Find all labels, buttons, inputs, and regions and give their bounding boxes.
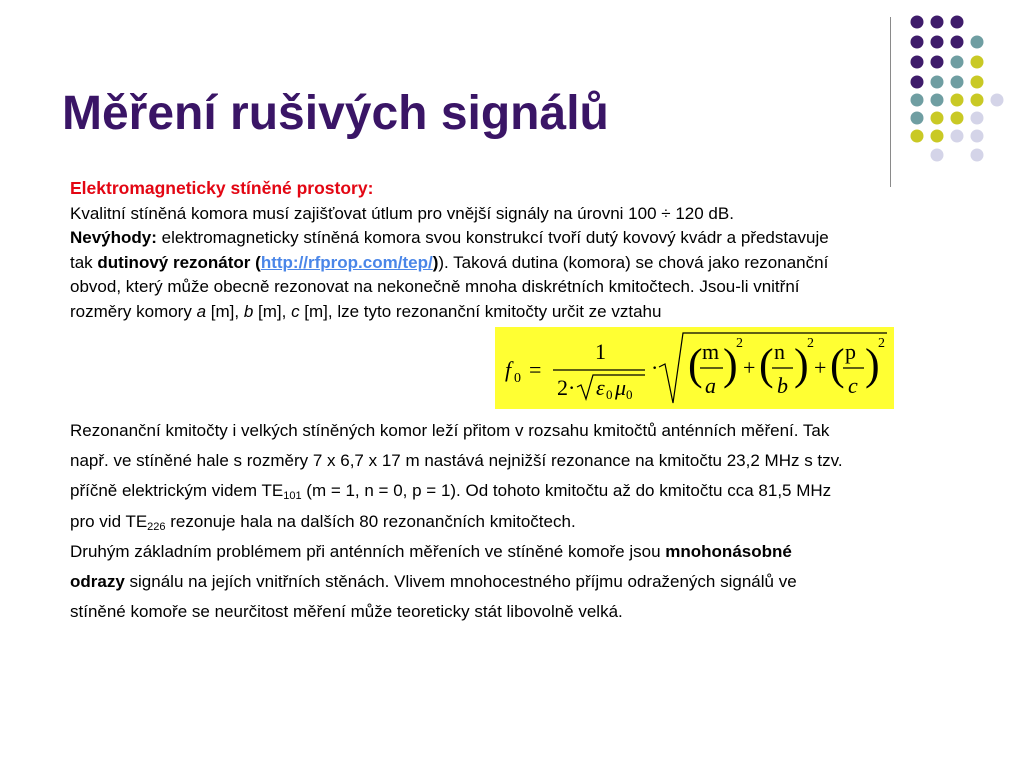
te-mode-text-b: (m = 1, n = 0, p = 1). Od tohoto kmitočtu až do kmitočtu cca 81,5 MHz	[301, 481, 832, 501]
resonance-line4	[70, 507, 1000, 537]
te-mode-text: příčně elektrickým videm TE	[70, 481, 284, 501]
paragraph-attenuation: Kvalitní stíněná komora musí zajišťovat útlum pro vnější signály na úrovni 100 ÷ 120 dB.	[70, 203, 734, 223]
formula-n-num: n	[774, 339, 785, 364]
formula-plus-1: +	[743, 355, 756, 380]
paragraph-drawbacks-line2: tak dutinový rezonátor (http://rfprop.com/tep/)). Taková dutina (komora) se chová jako rezonanční	[70, 252, 829, 272]
formula-lhs-sub: 0	[514, 371, 521, 386]
paragraph-drawbacks-line3: obvod, který může obecně rezonovat na nekonečně mnoha diskrétních kmitočtech. Jsou-li vnitřní	[70, 277, 800, 297]
paren-n-right: )	[794, 340, 809, 389]
var-b: b	[243, 301, 254, 321]
formula-n-den: b	[777, 373, 788, 398]
te226-text: pro vid TE	[70, 511, 148, 531]
formula-exp-m: 2	[736, 336, 743, 351]
formula-mu-sub: 0	[626, 387, 633, 402]
cavity-resonator-term: dutinový rezonátor (	[97, 252, 261, 272]
paren-m-right: )	[723, 340, 738, 389]
paren-n-left: (	[759, 340, 774, 389]
text-block-resonance	[70, 416, 1000, 627]
formula-lhs: f	[505, 357, 512, 382]
section-heading: Elektromagneticky stíněné prostory:	[70, 178, 374, 198]
resonance-line1: Rezonanční kmitočty i velkých stíněných komor leží přitom v rozsahu kmitočtů anténních měření. Tak	[70, 421, 830, 440]
slide-title: Měření rušivých signálů	[62, 87, 609, 140]
reflections-text-b: signálu na jejích vnitřních stěnách. Vlivem mnohocestného příjmu odražených signálů ve	[124, 572, 797, 592]
te226-text-b: rezonuje hala na dalších 80 rezonančních kmitočtech.	[165, 511, 576, 531]
vertical-divider	[890, 17, 891, 187]
formula-eps-sub: 0	[606, 387, 613, 402]
formula-eps: ε	[596, 375, 605, 400]
formula-p-den: c	[848, 373, 858, 398]
te-mode-sub-226: 226	[147, 520, 166, 533]
var-a: a	[196, 301, 207, 321]
paren-p-right: )	[865, 340, 880, 389]
unit-b: [m],	[253, 301, 292, 321]
resonance-formula	[495, 327, 894, 409]
formula-two: 2·	[557, 375, 576, 400]
drawbacks-text: elektromagneticky stíněná komora svou konstrukcí tvoří dutý kovový kvádr a představuje	[156, 228, 829, 248]
formula-drawing	[495, 327, 894, 409]
paren-m-left: (	[688, 340, 703, 389]
formula-m-den: a	[705, 373, 716, 398]
unit-c: [m], lze tyto rezonanční kmitočty určit ze vztahu	[299, 301, 662, 321]
te-mode-sub-101: 101	[283, 490, 302, 503]
drawbacks-label: Nevýhody:	[70, 228, 157, 248]
formula-mu: μ	[615, 375, 627, 400]
paren-p-left: (	[830, 340, 845, 389]
unit-a: [m],	[206, 301, 244, 321]
reflections-line1	[70, 537, 1000, 567]
formula-numerator: 1	[595, 339, 606, 364]
formula-dot: ·	[651, 355, 659, 380]
formula-exp-p: 2	[878, 336, 885, 351]
resonance-line3	[70, 476, 1000, 506]
text-block-chamber	[70, 176, 970, 325]
formula-plus-2: +	[814, 355, 827, 380]
formula-p-num: p	[845, 339, 856, 364]
resonance-line2: např. ve stíněné hale s rozměry 7 x 6,7 x 17 m nastává nejnižší rezonance na kmitočtu 23,2 MHz s tzv.	[70, 451, 843, 471]
dimensions-text: rozměry komory	[70, 301, 197, 321]
formula-exp-n: 2	[807, 336, 814, 351]
formula-m-num: m	[702, 339, 720, 364]
paragraph-drawbacks-line4	[70, 300, 970, 325]
drawbacks-text-b: tak	[70, 252, 98, 272]
formula-equals: =	[529, 357, 542, 382]
drawbacks-text-c: ). Taková dutina (komora) se chová jako rezonanční	[438, 252, 829, 272]
reflections-text: Druhým základním problémem při anténních měřeních ve stíněné komoře jsou	[70, 541, 666, 561]
multiple-term: mnohonásobné	[665, 541, 792, 561]
rfprop-link[interactable]: http://rfprop.com/tep/	[260, 252, 433, 272]
reflections-line3: stíněné komoře se neurčitost měření může teoreticky stát libovolně velká.	[70, 602, 623, 622]
paragraph-drawbacks-line1	[70, 226, 970, 251]
var-c: c	[291, 301, 300, 321]
reflections-line2	[70, 567, 1000, 597]
reflections-term: odrazy	[70, 572, 125, 592]
